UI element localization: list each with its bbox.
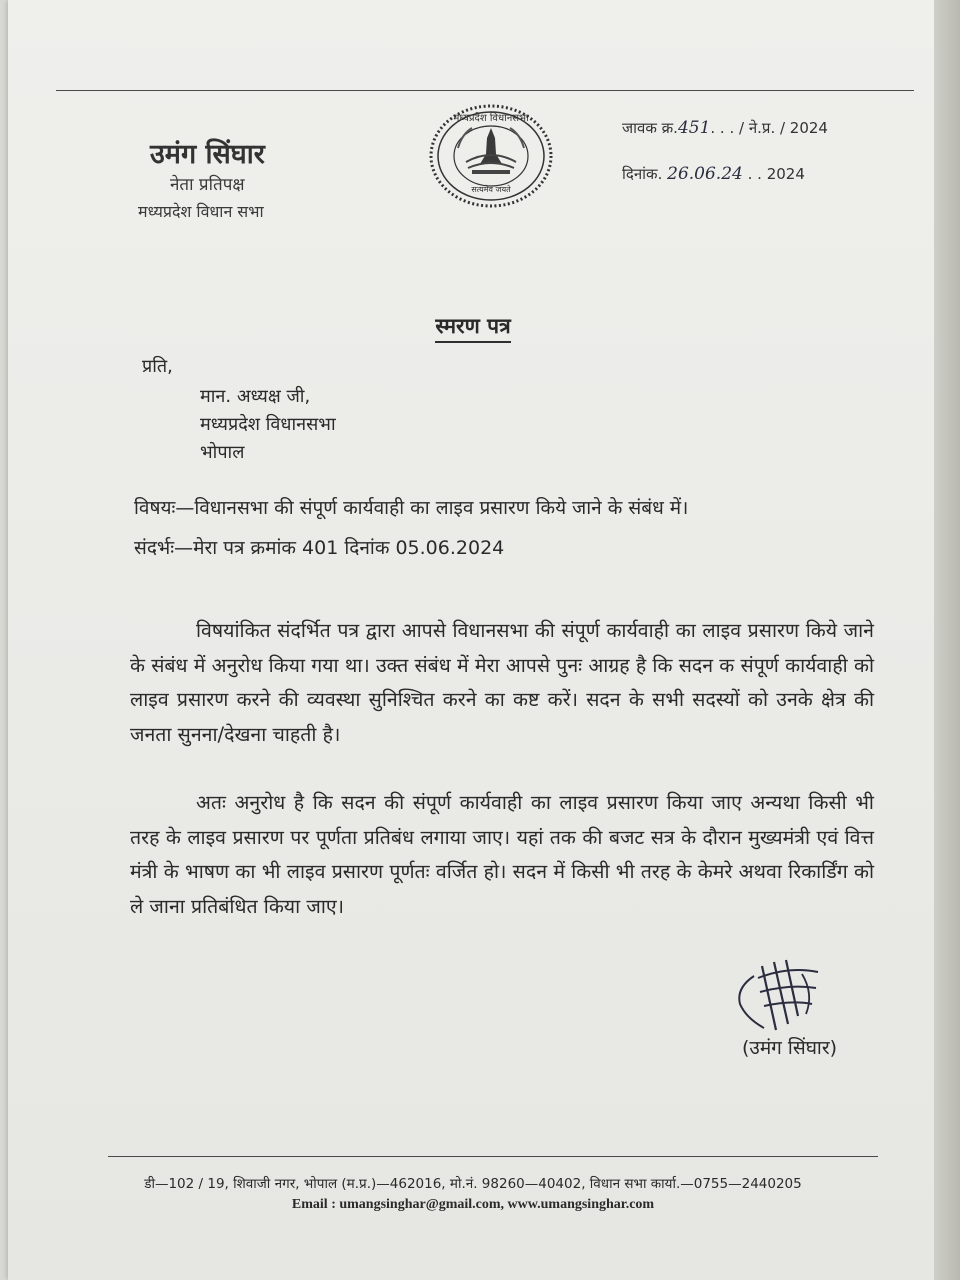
ref-prefix: जावक क्र.: [622, 119, 678, 137]
sender-role: नेता प्रतिपक्ष: [170, 175, 245, 195]
header-rule: [56, 90, 914, 91]
footer-rule: [108, 1156, 878, 1157]
addressee-line-3: भोपाल: [200, 442, 245, 463]
emblem-text-bottom: सत्यमेव जयते: [471, 185, 511, 194]
body-paragraph-2: [130, 786, 874, 924]
body-paragraph-1: [130, 614, 874, 752]
sender-name: उमंग सिंघार: [150, 139, 265, 170]
assembly-emblem-seal: [428, 104, 554, 208]
letter-sheet: [8, 0, 938, 1280]
footer-address: डी—102 / 19, शिवाजी नगर, भोपाल (म.प्र.)—462016, मो.नं. 98260—40402, विधान सभा कार्या.—0755—2440205: [144, 1176, 802, 1192]
date-handwritten: 26.06.24: [667, 164, 743, 184]
reference-number-line: [622, 118, 828, 138]
footer-contact: Email : umangsinghar@gmail.com, www.umangsinghar.com: [291, 1197, 655, 1212]
page-edge-shadow: [934, 0, 960, 1280]
subject-line: विषयः—विधानसभा की संपूर्ण कार्यवाही का लाइव प्रसारण किये जाने के संबंध में।: [134, 497, 689, 519]
date-suffix: . . 2024: [747, 165, 805, 183]
emblem-text-top: मध्यप्रदेश विधानसभा: [453, 113, 529, 124]
sender-house: मध्यप्रदेश विधान सभा: [138, 202, 264, 221]
reference-line: संदर्भः—मेरा पत्र क्रमांक 401 दिनांक 05.06.2024: [134, 537, 505, 559]
body-paragraph-2-text: अतः अनुरोध है कि सदन की संपूर्ण कार्यवाही का लाइव प्रसारण किया जाए अन्यथा किसी भी तरह के लाइव प्रसारण पर पूर्णता प्रतिबंध लगाया जाए। यहां तक की बजट सत्र के दौरान मुख्यमंत्री एवं वित्त मंत्री के भाषण का भी लाइव प्रसारण पूर्णतः वर्जित हो। सदन में किसी भी तरह के केमरे अथवा रिकार्डिंग को ले जाना प्रतिबंधित किया जाए।: [130, 791, 874, 918]
signatory-name: (उमंग सिंघार): [742, 1037, 838, 1059]
addressee-line-1: मान. अध्यक्ष जी,: [200, 386, 311, 407]
handwritten-signature: [732, 954, 832, 1040]
letter-title-text: स्मरण पत्र: [435, 314, 510, 343]
ref-number-handwritten: 451: [677, 118, 711, 138]
to-label: प्रति,: [142, 356, 173, 377]
addressee-line-2: मध्यप्रदेश विधानसभा: [200, 414, 336, 435]
date-line: [622, 164, 805, 184]
ref-suffix: . . . / ने.प्र. / 2024: [710, 119, 828, 137]
body-paragraph-1-text: विषयांकित संदर्भित पत्र द्वारा आपसे विधानसभा की संपूर्ण कार्यवाही का लाइव प्रसारण किये जाने के संबंध में अनुरोध किया गया था। उक्त संबंध में मेरा आपसे पुनः आग्रह है कि सदन क संपूर्ण कार्यवाही को लाइव प्रसारण करने की व्यवस्था सुनिश्चित करने का कष्ट करें। सदन के सभी सदस्यों को उनके क्षेत्र की जनता सुनना/देखना चाहती है।: [130, 619, 874, 746]
date-prefix: दिनांक.: [622, 165, 663, 183]
letter-title: [8, 312, 938, 340]
